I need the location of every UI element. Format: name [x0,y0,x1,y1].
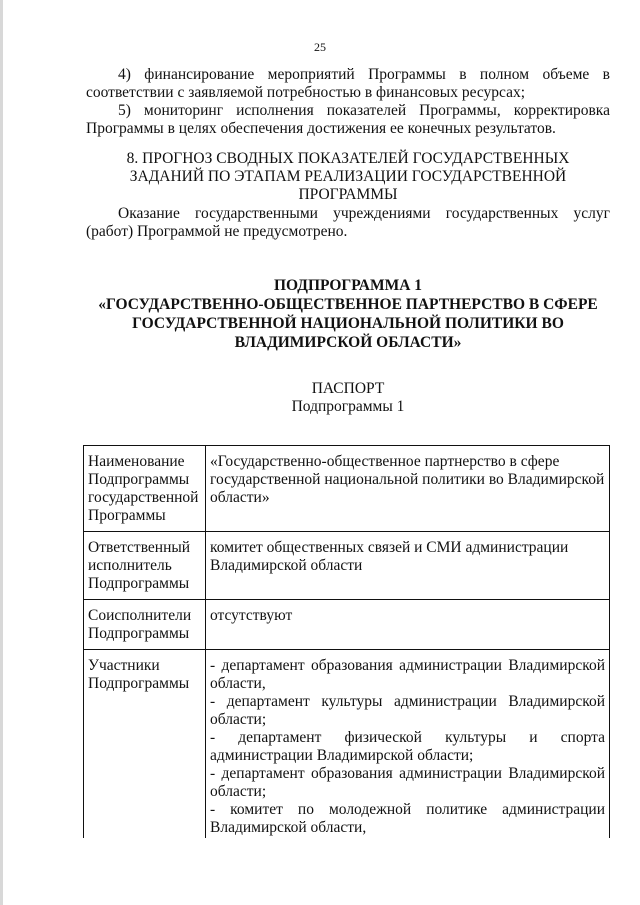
page-bottom-margin [83,838,610,905]
table-row [84,650,610,856]
row-value: «Государственно-общественное партнерство в сфере государственной национальной политики во Владимирской области» [206,446,610,532]
paragraph-monitoring: 5) мониторинг исполнения показателей Программы, корректировка Программы в целях обеспечения достижения ее конечных результатов. [86,102,610,137]
subprogram-heading [86,276,610,352]
paragraph-services: Оказание государственными учреждениями государственных услуг (работ) Программой не предусмотрено. [86,205,610,240]
subprogram-heading-line: «ГОСУДАРСТВЕННО-ОБЩЕСТВЕННОЕ ПАРТНЕРСТВО В СФЕРЕ [98,296,598,313]
subprogram-heading-line: ГОСУДАРСТВЕННОЙ НАЦИОНАЛЬНОЙ ПОЛИТИКИ ВО [132,315,564,332]
subprogram-heading-line: ВЛАДИМИРСКОЙ ОБЛАСТИ» [234,334,462,351]
row-label: Ответственный исполнитель Подпрограммы [84,532,206,600]
scan-edge [0,0,3,905]
paragraph-financing: 4) финансирование мероприятий Программы в полном объеме в соответствии с заявляемой потребностью в финансовых ресурсах; [86,66,610,101]
page-number: 25 [314,40,326,54]
list-item: - департамент образования администрации Владимирской области; [210,765,605,800]
row-label: Участники Подпрограммы [84,650,206,856]
table-row [84,532,610,600]
list-item: - департамент образования администрации Владимирской области, [210,657,605,692]
section-heading [86,150,610,204]
list-item: - департамент физической культуры и спорта администрации Владимирской области; [210,729,605,764]
list-item: - департамент культуры администрации Владимирской области; [210,693,605,728]
subprogram-heading-line: ПОДПРОГРАММА 1 [273,277,423,294]
participants-list [206,650,610,856]
table-row [84,600,610,650]
passport-table [83,445,610,855]
row-value: комитет общественных связей и СМИ администрации Владимирской области [206,532,610,600]
list-item: - комитет по молодежной политике администрации Владимирской области, [210,801,605,836]
section-heading-line: 8. ПРОГНОЗ СВОДНЫХ ПОКАЗАТЕЛЕЙ ГОСУДАРСТВЕННЫХ [126,150,570,167]
passport-subtitle: Подпрограммы 1 [291,398,405,415]
passport-title: ПАСПОРТ [311,380,385,397]
row-value: отсутствуют [206,600,610,650]
passport-title-block [86,380,610,416]
row-label: Соисполнители Подпрограммы [84,600,206,650]
table-row [84,446,610,532]
section-heading-line: ЗАДАНИЙ ПО ЭТАПАМ РЕАЛИЗАЦИИ ГОСУДАРСТВЕННОЙ ПРОГРАММЫ [129,168,567,203]
row-label: Наименование Подпрограммы государственной Программы [84,446,206,532]
